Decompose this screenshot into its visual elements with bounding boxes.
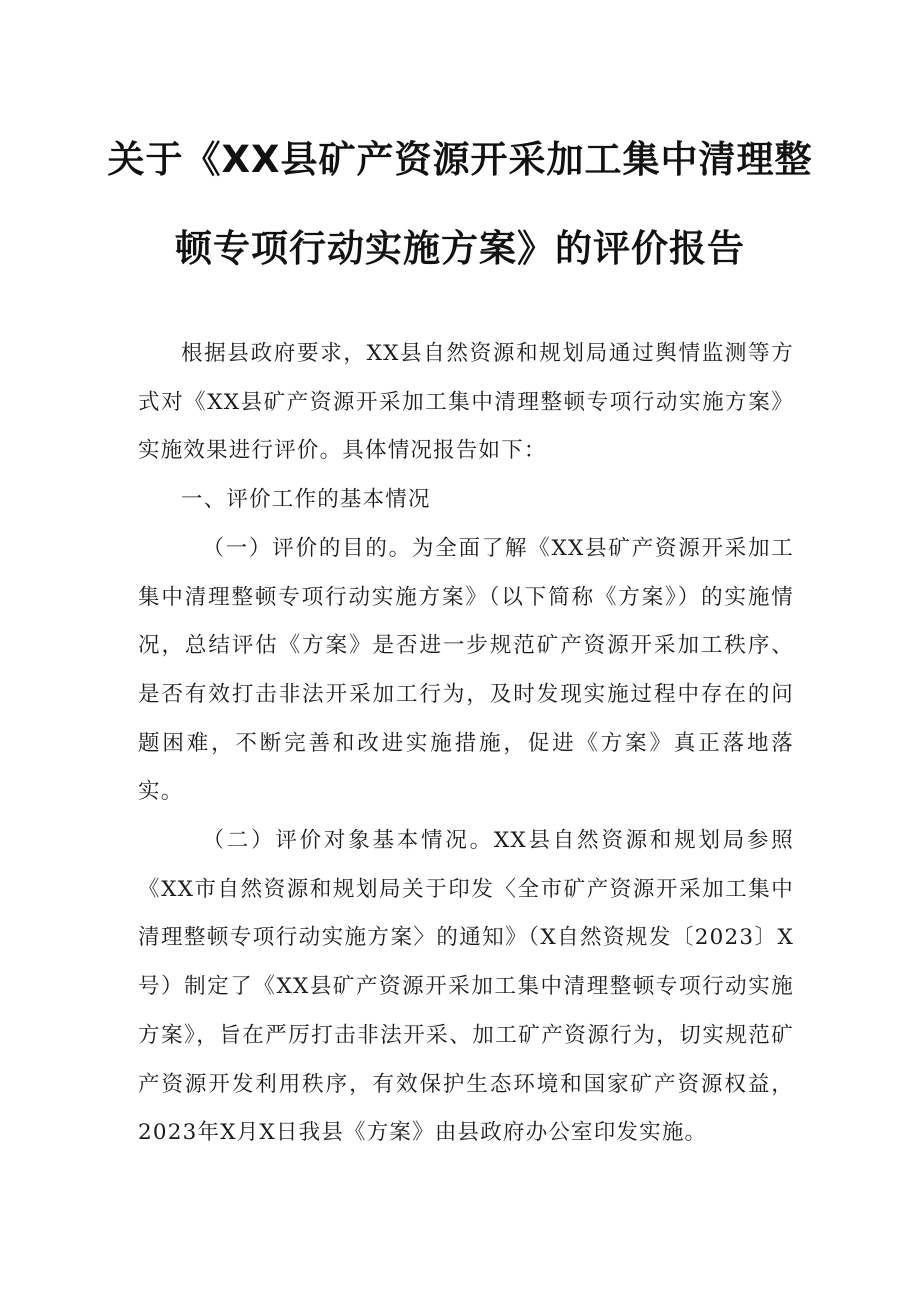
document-body [138, 330, 794, 1158]
document-title-line-1: 关于《XX县矿产资源开采加工集中清理整 [107, 138, 813, 181]
document-title-line-2: 顿专项行动实施方案》的评价报告 [175, 227, 745, 270]
subsection-purpose-paragraph: （一）评价的目的。为全面了解《XX县矿产资源开采加工集中清理整顿专项行动实施方案》（以下简称《方案》）的实施情况，总结评估《方案》是否进一步规范矿产资源开采加工秩序、是否有效打击非法开采加工行为，及时发现实施过程中存在的问题困难，不断完善和改进实施措施，促进《方案》真正落地落实。 [138, 535, 794, 805]
intro-paragraph: 根据县政府要求，XX县自然资源和规划局通过舆情监测等方式对《XX县矿产资源开采加工集中清理整顿专项行动实施方案》实施效果进行评价。具体情况报告如下： [138, 341, 794, 464]
section-heading-1: 一、评价工作的基本情况 [181, 487, 431, 513]
subsection-subject-paragraph: （二）评价对象基本情况。XX县自然资源和规划局参照《XX市自然资源和规划局关于印发〈全市矿产资源开采加工集中清理整顿专项行动实施方案〉的通知》（X自然资规发〔2023〕X号）制定了《XX县矿产资源开采加工集中清理整顿专项行动实施方案》，旨在严厉打击非法开采、加工矿产资源行为，切实规范矿产资源开发利用秩序，有效保护生态环境和国家矿产资源权益，2023年X月X日我县《方案》由县政府办公室印发实施。 [138, 828, 794, 1146]
